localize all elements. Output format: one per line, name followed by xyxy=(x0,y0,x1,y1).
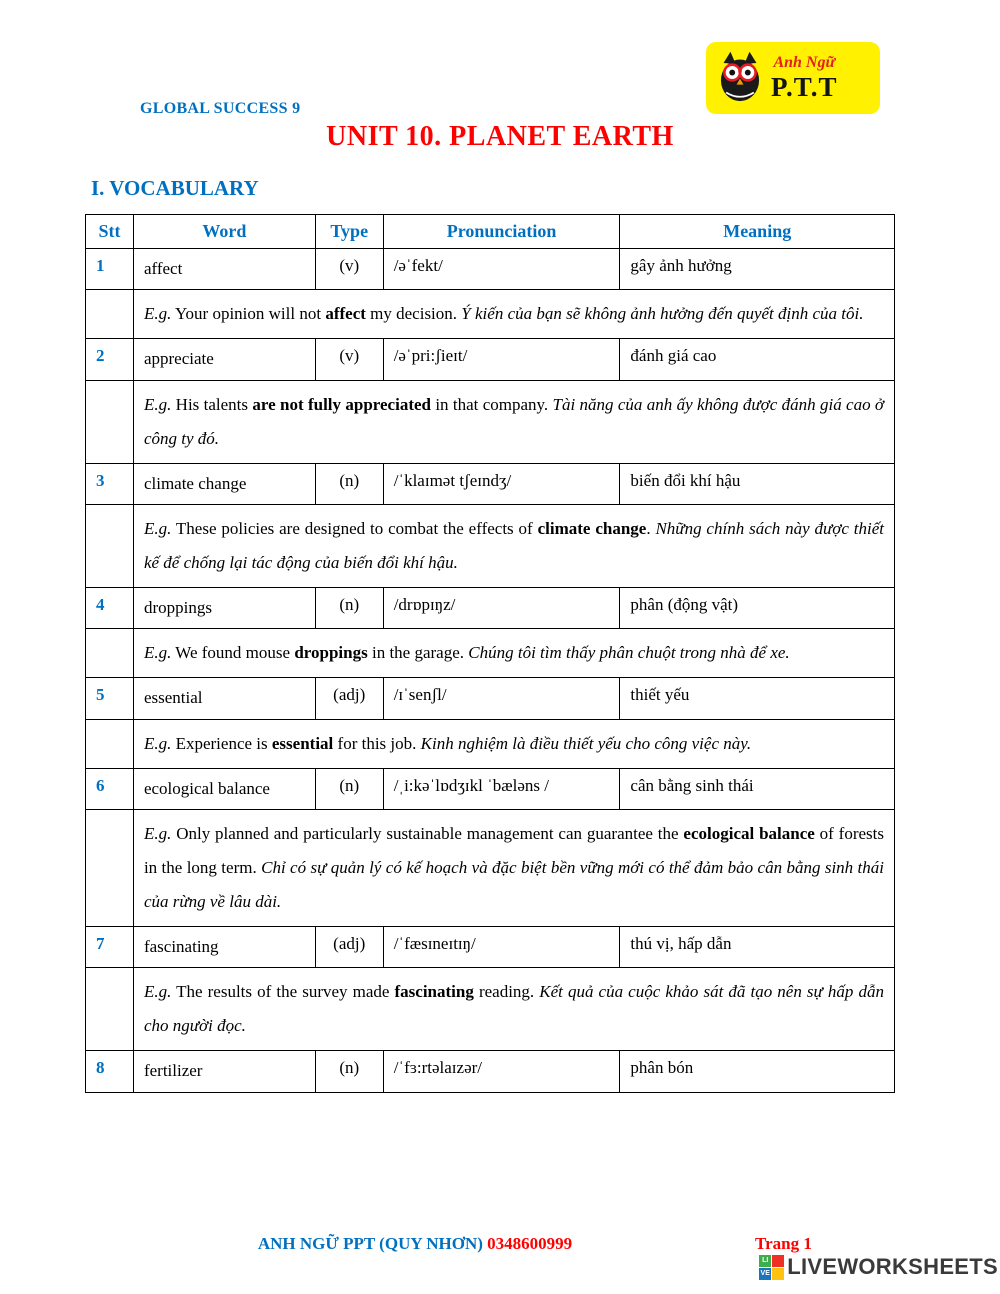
example-text-segment: ecological balance xyxy=(683,824,815,844)
example-text-segment: Kết quả của cuộc khảo sát đã tạo nên sự hấp dẫn cho người đọc. xyxy=(143,982,884,1036)
vocabulary-table xyxy=(85,214,895,1093)
pronunciation-cell: /ˌi:kəˈlɒdʒɪkl ˈbæləns / xyxy=(383,768,620,809)
example-row xyxy=(86,505,895,588)
word-text: essential xyxy=(143,688,203,708)
liveworksheets-icon-tile xyxy=(772,1268,784,1280)
word-text: affect xyxy=(143,259,183,278)
example-text-segment: of forests in the long term. xyxy=(143,824,885,878)
type-cell: (n) xyxy=(315,463,383,504)
meaning-cell: thiết yếu xyxy=(620,678,895,719)
example-stt-cell xyxy=(86,290,134,339)
stt-cell: 6 xyxy=(86,768,134,809)
example-row xyxy=(86,719,895,768)
word-cell xyxy=(133,588,315,629)
liveworksheets-lockup xyxy=(759,1254,998,1280)
type-cell: (v) xyxy=(315,249,383,290)
example-text-segment: essential xyxy=(271,733,334,753)
page-footer xyxy=(0,1230,1000,1290)
pronunciation-cell: /drɒpɪŋz/ xyxy=(383,588,620,629)
type-cell: (n) xyxy=(315,1051,383,1092)
example-text-segment: fascinating xyxy=(394,982,474,1002)
meaning-cell: cân bằng sinh thái xyxy=(620,768,895,809)
logo-brand-script: Anh Ngữ xyxy=(773,54,836,71)
example-text-segment: Only planned and particularly sustainable management can guarantee the xyxy=(171,824,684,844)
word-cell xyxy=(133,463,315,504)
pronunciation-cell: /ɪˈsenʃl/ xyxy=(383,678,620,719)
example-text-segment: E.g. xyxy=(143,982,172,1002)
word-cell xyxy=(133,249,315,290)
meaning-cell: đánh giá cao xyxy=(620,339,895,380)
example-text-segment: in that company. xyxy=(430,394,553,414)
example-text-segment: . xyxy=(646,519,656,539)
word-cell xyxy=(133,678,315,719)
word-row xyxy=(86,768,895,809)
example-text-segment: for this job. xyxy=(333,733,421,753)
example-cell xyxy=(133,629,894,678)
section-heading: I. VOCABULARY xyxy=(91,176,259,200)
example-text-segment: E.g. xyxy=(143,643,172,663)
word-row xyxy=(86,1051,895,1092)
word-text: climate change xyxy=(143,473,247,493)
word-text: ecological balance xyxy=(143,778,270,798)
meaning-cell: gây ảnh hưởng xyxy=(620,249,895,290)
example-row xyxy=(86,380,895,463)
example-text-segment: Ý kiến của bạn sẽ không ảnh hưởng đến quyết định của tôi. xyxy=(461,304,864,324)
stt-cell: 2 xyxy=(86,339,134,380)
logo-brand-main: P.T.T xyxy=(771,72,838,102)
example-text-segment: climate change xyxy=(537,519,647,539)
meaning-cell: phân (động vật) xyxy=(620,588,895,629)
type-cell: (n) xyxy=(315,768,383,809)
word-text: droppings xyxy=(143,598,212,618)
type-cell: (n) xyxy=(315,588,383,629)
example-text-segment: E.g. xyxy=(143,394,172,414)
logo-text xyxy=(771,55,838,101)
owl-icon xyxy=(714,48,766,109)
liveworksheets-brand-text: LIVEWORKSHEETS xyxy=(787,1254,998,1279)
word-row xyxy=(86,588,895,629)
liveworksheets-icon-tile xyxy=(772,1255,784,1267)
example-text-segment: Những chính sách này được thiết kế để chống lại tác động của biến đổi khí hậu. xyxy=(143,519,885,573)
liveworksheets-icon-tile: LI xyxy=(759,1255,771,1267)
pronunciation-cell: /əˈpri:ʃieɪt/ xyxy=(383,339,620,380)
column-header-word: Word xyxy=(133,215,315,249)
example-cell xyxy=(133,505,894,588)
footer-brand-text: ANH NGỮ PPT (QUY NHƠN) xyxy=(257,1234,483,1253)
pronunciation-cell: /əˈfekt/ xyxy=(383,249,620,290)
word-cell xyxy=(133,927,315,968)
example-stt-cell xyxy=(86,505,134,588)
example-stt-cell xyxy=(86,968,134,1051)
example-text-segment: E.g. xyxy=(143,304,172,324)
stt-cell: 5 xyxy=(86,678,134,719)
example-stt-cell xyxy=(86,380,134,463)
example-cell xyxy=(133,968,894,1051)
word-row xyxy=(86,339,895,380)
column-header-type: Type xyxy=(315,215,383,249)
stt-cell: 4 xyxy=(86,588,134,629)
word-text: appreciate xyxy=(143,349,214,369)
example-text-segment: Chỉ có sự quản lý có kế hoạch và đặc biệt bền vững mới có thể đảm bảo cân bằng sinh thái của rừng về lâu dài. xyxy=(143,858,885,912)
vocab-body xyxy=(86,249,895,1093)
type-cell: (adj) xyxy=(315,927,383,968)
example-row xyxy=(86,629,895,678)
example-text-segment: The results of the survey made xyxy=(171,982,395,1002)
stt-cell: 1 xyxy=(86,249,134,290)
example-cell xyxy=(133,380,894,463)
example-cell xyxy=(133,810,894,927)
example-text-segment: affect xyxy=(325,304,366,324)
type-cell: (v) xyxy=(315,339,383,380)
type-cell: (adj) xyxy=(315,678,383,719)
footer-phone-number: 0348600999 xyxy=(487,1234,573,1253)
word-cell xyxy=(133,1051,315,1092)
example-text-segment: E.g. xyxy=(143,733,172,753)
example-text-segment: E.g. xyxy=(143,824,172,844)
example-text-segment: reading. xyxy=(473,982,540,1002)
meaning-cell: biến đổi khí hậu xyxy=(620,463,895,504)
school-logo xyxy=(706,42,880,114)
example-text-segment: Kinh nghiệm là điều thiết yếu cho công việc này. xyxy=(420,733,752,753)
pronunciation-cell: /ˈfɜ:rtəlaɪzər/ xyxy=(383,1051,620,1092)
word-text: fertilizer xyxy=(143,1061,203,1081)
stt-cell: 7 xyxy=(86,927,134,968)
pronunciation-cell: /ˈklaɪmət tʃeɪndʒ/ xyxy=(383,463,620,504)
example-text-segment: droppings xyxy=(294,643,368,663)
stt-cell: 3 xyxy=(86,463,134,504)
pronunciation-cell: /ˈfæsɪneɪtɪŋ/ xyxy=(383,927,620,968)
course-label: GLOBAL SUCCESS 9 xyxy=(140,100,301,117)
word-row xyxy=(86,927,895,968)
example-text-segment: These policies are designed to combat the effects of xyxy=(171,519,538,539)
word-text: fascinating xyxy=(143,937,219,957)
example-stt-cell xyxy=(86,629,134,678)
column-header-meaning: Meaning xyxy=(620,215,895,249)
liveworksheets-icon-tile: VE xyxy=(759,1268,771,1280)
example-row xyxy=(86,810,895,927)
example-text-segment: in the garage. xyxy=(367,643,469,663)
column-header-stt: Stt xyxy=(86,215,134,249)
meaning-cell: phân bón xyxy=(620,1051,895,1092)
example-stt-cell xyxy=(86,810,134,927)
footer-contact xyxy=(85,1234,745,1254)
table-header-row xyxy=(86,215,895,249)
column-header-pronunciation: Pronunciation xyxy=(383,215,620,249)
example-cell xyxy=(133,719,894,768)
page-title: UNIT 10. PLANET EARTH xyxy=(326,121,674,152)
example-text-segment: Tài năng của anh ấy không được đánh giá cao ở công ty đó. xyxy=(143,394,884,448)
example-row xyxy=(86,290,895,339)
meaning-cell: thú vị, hấp dẫn xyxy=(620,927,895,968)
example-text-segment: my decision. xyxy=(365,304,462,324)
example-text-segment: We found mouse xyxy=(171,643,295,663)
word-row xyxy=(86,463,895,504)
word-row xyxy=(86,249,895,290)
liveworksheets-icon xyxy=(759,1255,784,1280)
example-text-segment: Your opinion will not xyxy=(171,304,326,324)
example-text-segment: Chúng tôi tìm thấy phân chuột trong nhà để xe. xyxy=(468,643,790,663)
word-cell xyxy=(133,768,315,809)
stt-cell: 8 xyxy=(86,1051,134,1092)
example-text-segment: His talents xyxy=(171,394,253,414)
example-text-segment: Experience is xyxy=(171,733,272,753)
word-row xyxy=(86,678,895,719)
example-text-segment: E.g. xyxy=(143,519,172,539)
example-row xyxy=(86,968,895,1051)
word-cell xyxy=(133,339,315,380)
page-number: Trang 1 xyxy=(755,1234,812,1253)
example-text-segment: are not fully appreciated xyxy=(252,394,431,414)
example-stt-cell xyxy=(86,719,134,768)
example-cell xyxy=(133,290,894,339)
